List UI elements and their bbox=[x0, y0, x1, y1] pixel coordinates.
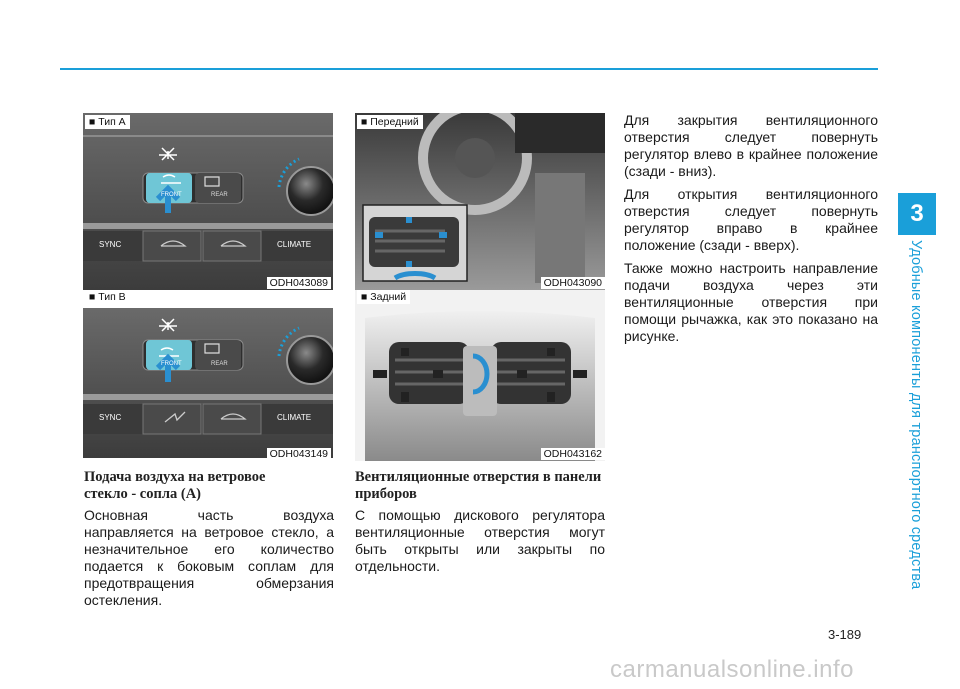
figure-rear-vents-code: ODH043162 bbox=[541, 448, 605, 460]
type-b-climate-label: CLIMATE bbox=[277, 413, 312, 422]
right-paragraph-2: Для открытия вентиляционного отверстия следует повернуть регулятор вправо в крайнее положение (сзади - вверх). bbox=[624, 186, 878, 253]
figure-type-b-label: ■ Тип B bbox=[85, 290, 130, 304]
figure-front-vents-code: ODH043090 bbox=[541, 277, 605, 289]
type-a-climate-label: CLIMATE bbox=[277, 240, 312, 249]
climate-panel-type-a-illustration bbox=[83, 113, 333, 290]
right-paragraph-1: Для закрытия вентиляционного отверстия следует повернуть регулятор влево в крайнее положение (сзади - вниз). bbox=[624, 112, 878, 179]
front-vents-illustration bbox=[355, 113, 605, 290]
section-defroster-heading: Подача воздуха на ветровое стекло - сопла (A) bbox=[84, 469, 266, 502]
page-number: 3-189 bbox=[828, 627, 862, 642]
rear-vents-illustration bbox=[355, 290, 605, 461]
figure-rear-vents bbox=[355, 290, 605, 461]
climate-panel-type-b-illustration bbox=[83, 290, 333, 461]
chapter-side-title bbox=[904, 240, 928, 590]
figure-front-vents-label: ■ Передний bbox=[357, 115, 423, 129]
type-a-rear-label: REAR bbox=[211, 192, 228, 198]
figure-type-a-label: ■ Тип A bbox=[85, 115, 130, 129]
figure-front-vents bbox=[355, 113, 605, 290]
type-b-rear-label: REAR bbox=[211, 361, 228, 367]
section-defroster-body: Основная часть воздуха направляется на ветровое стекло, а незначительное его количество подается к боковым соплам для предотвращения обмерзания остекления. bbox=[84, 507, 334, 608]
chapter-title: Удобные компоненты для транспортного средства bbox=[908, 240, 924, 590]
section-vents-heading: Вентиляционные отверстия в панели приборов bbox=[355, 469, 602, 502]
figure-type-b bbox=[83, 290, 333, 461]
top-rule bbox=[60, 68, 878, 70]
chapter-tab bbox=[898, 193, 936, 235]
chapter-number: 3 bbox=[910, 200, 924, 227]
type-a-front-label: FRONT bbox=[161, 192, 182, 198]
figure-rear-vents-label: ■ Задний bbox=[357, 290, 410, 304]
section-vents-body: С помощью дискового регулятора вентиляционные отверстия могут быть открыты или закрыты по отдельности. bbox=[355, 507, 605, 574]
figure-type-a bbox=[83, 113, 333, 290]
figure-type-a-code: ODH043089 bbox=[267, 277, 331, 289]
type-b-sync-label: SYNC bbox=[99, 413, 122, 422]
watermark: carmanualsonline.info bbox=[610, 656, 854, 683]
right-paragraph-3: Также можно настроить направление подачи воздуха через эти вентиляционные отверстия при помощи рычажка, как это показано на рисунке. bbox=[624, 260, 878, 344]
type-b-front-label: FRONT bbox=[161, 361, 182, 367]
figure-type-b-code: ODH043149 bbox=[267, 448, 331, 460]
right-column-text bbox=[624, 112, 878, 351]
type-a-sync-label: SYNC bbox=[99, 240, 122, 249]
